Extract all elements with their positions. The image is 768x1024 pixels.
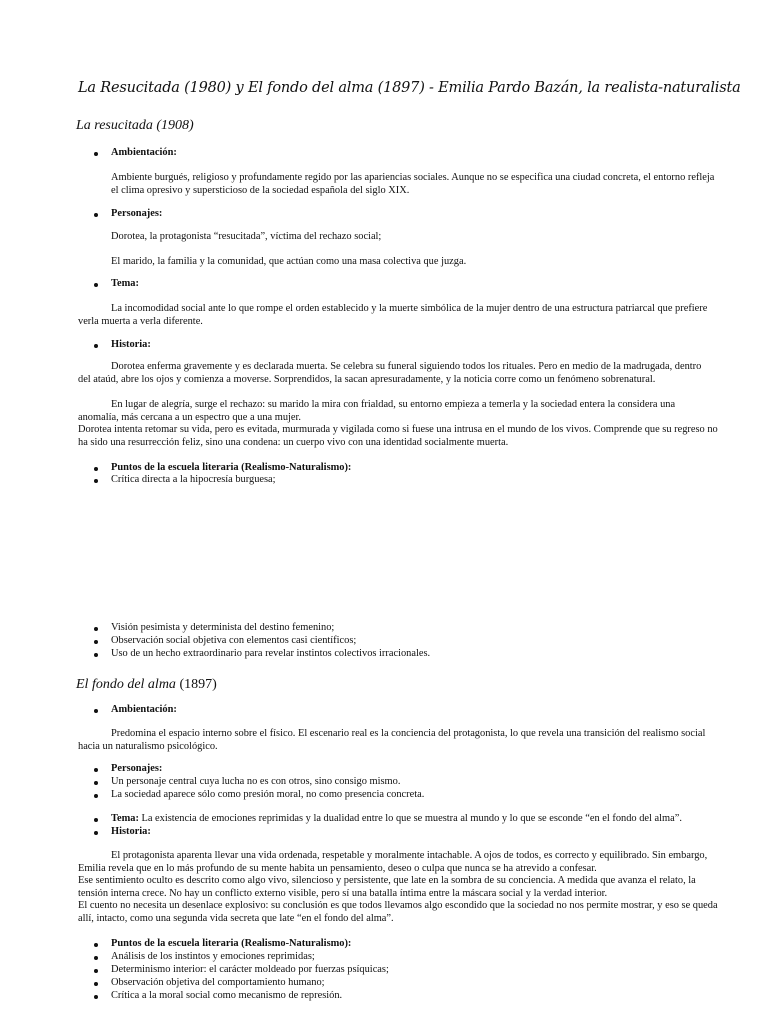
bullet-icon	[94, 831, 98, 835]
paragraph-tema	[111, 813, 721, 826]
section-heading-fondo-alma	[76, 677, 217, 693]
list-item: Observación objetiva del comportamiento humano;	[111, 977, 325, 988]
paragraph-ambientacion: Predomina el espacio interno sobre el físico. El escenario real es la conciencia del protagonista, lo que revela una transición del realismo social hacia un naturalismo psicológico.	[78, 728, 706, 752]
list-item: Visión pesimista y determinista del destino femenino;	[111, 622, 335, 633]
list-item: Crítica a la moral social como mecanismo de represión.	[111, 990, 343, 1001]
bullet-icon	[94, 794, 98, 798]
bullet-icon	[94, 818, 98, 822]
list-item: Uso de un hecho extraordinario para revelar instintos colectivos irracionales.	[111, 648, 431, 659]
paragraph-personajes-1: Dorotea, la protagonista “resucitada”, víctima del rechazo social;	[111, 231, 382, 242]
label-ambientacion: Ambientación:	[111, 147, 177, 158]
section-heading-text: La resucitada (1908)	[76, 118, 194, 133]
bullet-icon	[94, 213, 98, 217]
section-heading-resucitada	[76, 118, 194, 134]
list-item: La sociedad aparece sólo como presión moral, no como presencia concreta.	[111, 789, 425, 800]
list-item: Determinismo interior: el carácter moldeado por fuerzas psíquicas;	[111, 964, 389, 975]
label-historia: Historia:	[111, 826, 151, 837]
document-title: La Resucitada (1980) y El fondo del alma (1897) - Emilia Pardo Bazán, la realista-naturalista	[78, 80, 741, 96]
list-item: Observación social objetiva con elementos casi científicos;	[111, 635, 357, 646]
bullet-icon	[94, 943, 98, 947]
label-tema: Tema:	[111, 813, 139, 824]
label-personajes: Personajes:	[111, 208, 163, 219]
bullet-icon	[94, 640, 98, 644]
paragraph-historia-2: Ese sentimiento oculto es descrito como algo vivo, silencioso y persistente, que late en la sombra de su conciencia. A medida que avanza el relato, la tensión interna crece. No hay un conflicto externo visible, pero sí una batalla íntima entre la máscara social y la verdad interior.	[78, 875, 696, 899]
paragraph-personajes-2: El marido, la familia y la comunidad, que actúan como una masa colectiva que juzga.	[111, 256, 467, 267]
bullet-icon	[94, 152, 98, 156]
bullet-icon	[94, 781, 98, 785]
bullet-icon	[94, 982, 98, 986]
paragraph-ambientacion: Ambiente burgués, religioso y profundamente regido por las apariencias sociales. Aunque no se especifica una ciudad concreta, el entorno refleja el clima opresivo y supersticioso de la sociedad española del siglo XIX.	[111, 172, 715, 196]
bullet-icon	[94, 627, 98, 631]
list-item: Análisis de los instintos y emociones reprimidas;	[111, 951, 315, 962]
tema-text: La existencia de emociones reprimidas y la dualidad entre lo que se muestra al mundo y lo que se esconde “en el fondo del alma”.	[138, 813, 682, 824]
paragraph-historia-1: Dorotea enferma gravemente y es declarada muerta. Se celebra su funeral siguiendo todos los rituales. Pero en medio de la madrugada, dentro del ataúd, abre los ojos y comienza a moverse. Sorprendidos, la sacan apresuradamente, y la noticia corre como un fenómeno sobrenatural.	[78, 361, 702, 385]
bullet-icon	[94, 653, 98, 657]
label-puntos: Puntos de la escuela literaria (Realismo-Naturalismo):	[111, 462, 352, 473]
bullet-icon	[94, 956, 98, 960]
label-puntos: Puntos de la escuela literaria (Realismo-Naturalismo):	[111, 938, 352, 949]
paragraph-tema: La incomodidad social ante lo que rompe el orden establecido y la muerte simbólica de la mujer dentro de una estructura patriarcal que prefiere verla muerta a verla diferente.	[78, 303, 708, 327]
bullet-icon	[94, 479, 98, 483]
paragraph-historia-3: Dorotea intenta retomar su vida, pero es evitada, murmurada y vigilada como si fuese una intrusa en el mundo de los vivos. Comprende que su regreso no ha sido una resurrección feliz, sino una condena: un cuerpo vivo con una identidad socialmente muerta.	[78, 424, 718, 448]
label-tema: Tema:	[111, 278, 139, 289]
list-item: Un personaje central cuya lucha no es con otros, sino consigo mismo.	[111, 776, 401, 787]
section-heading-year: (1897)	[175, 677, 217, 692]
label-personajes: Personajes:	[111, 763, 163, 774]
list-item: Crítica directa a la hipocresía burguesa;	[111, 474, 276, 485]
paragraph-historia-3: El cuento no necesita un desenlace explosivo: su conclusión es que todos llevamos algo escondido que la sociedad no nos permite mostrar, y eso se queda allí, intacto, como una segunda vida secreta que late “en el fondo del alma”.	[78, 900, 718, 924]
bullet-icon	[94, 995, 98, 999]
bullet-icon	[94, 709, 98, 713]
label-historia: Historia:	[111, 339, 151, 350]
section-heading-text: El fondo del alma	[76, 677, 176, 692]
bullet-icon	[94, 969, 98, 973]
paragraph-historia-1: El protagonista aparenta llevar una vida ordenada, respetable y moralmente intachable. A ojos de todos, es correcto y equilibrado. Sin embargo, Emilia revela que en lo más profundo de su mente habita un pensamiento, deseo o culpa que nunca se ha atrevido a confesar.	[78, 850, 708, 874]
label-ambientacion: Ambientación:	[111, 704, 177, 715]
bullet-icon	[94, 283, 98, 287]
bullet-icon	[94, 467, 98, 471]
paragraph-historia-2: En lugar de alegría, surge el rechazo: su marido la mira con frialdad, su entorno empieza a temerla y la sociedad entera la considera una anomalía, más cercana a un espectro que a una mujer.	[78, 399, 676, 423]
bullet-icon	[94, 768, 98, 772]
bullet-icon	[94, 344, 98, 348]
